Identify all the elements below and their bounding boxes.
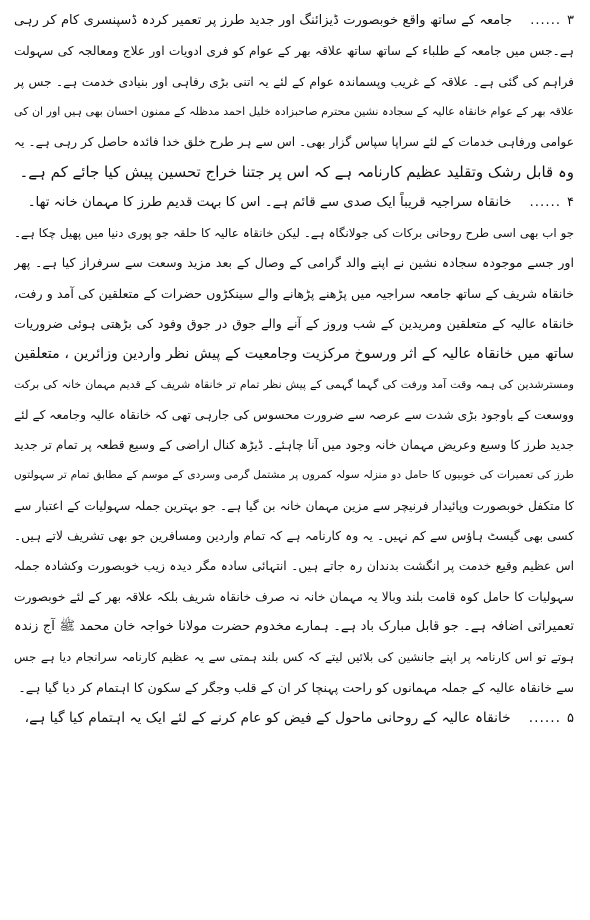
text-line-content: خانقاہ سراجیہ قریباً ایک صدی سے قائم ہے۔ اس کا بہت قدیم طرز کا مہمان خانہ تھا۔ bbox=[27, 194, 512, 210]
text-line: وہ قابل رشک وتقلید عظیم کارنامہ ہے کہ اس پر جتنا خراج تحسین پیش کیا جائے کم ہے۔ bbox=[19, 163, 574, 182]
paragraph-number: ۳ bbox=[567, 13, 574, 28]
text-line: اور جسے موجودہ سجادہ نشین نے اپنے والد گرامی کے وصال کے بعد مزید وسعت سے سرفراز کیا ہے۔ پھر bbox=[14, 255, 574, 271]
paragraph-number: ۵ bbox=[567, 710, 574, 726]
text-line: خانقاہ شریف کے ساتھ جامعہ سراجیہ میں پڑھنے پڑھانے والے سینکڑوں حضرات کے متعلقین کی آمد و رفت، bbox=[14, 285, 574, 301]
text-line: جو اب بھی اسی طرح روحانی برکات کی جولانگاہ ہے۔ لیکن خانقاہ عالیہ کا حلقہ جو پوری دنیا میں پھیل چکا ہے۔ bbox=[14, 226, 574, 241]
paragraph-dots: ...... bbox=[528, 709, 562, 726]
text-line: عوامی ورفاہی خدمات کے لئے سراپا سپاس گزار بھی۔ اس سے ہر طرح خلق خدا فائدہ حاصل کر رہی ہے۔ یہ bbox=[14, 135, 574, 150]
text-line: طرز کی تعمیرات کی خوبیوں کا حامل دو منزلہ سولہ کمروں پر مشتمل گرمی وسردی کے موسم کے مطابق تمام تر سہولتوں bbox=[14, 469, 574, 482]
text-line: ومسترشدین کی ہمہ وقت آمد ورفت کی گہما گہمی کے پیش نظر تمام تر خانقاہ شریف کے قدیم مہمان خانہ کی برکت bbox=[14, 377, 574, 391]
paragraph-dots: ...... bbox=[529, 194, 562, 210]
paragraph-number: ۴ bbox=[567, 194, 574, 210]
text-line bbox=[14, 703, 574, 733]
paragraph-dots: ...... bbox=[530, 13, 562, 28]
text-line bbox=[14, 6, 574, 36]
text-line: کا متکفل خوبصورت وپائیدار فرنیچر سے مزین مہمان خانہ بن گیا ہے۔ جو بہترین جملہ سہولیات کے اعتبار سے bbox=[14, 498, 574, 513]
text-line: ہے۔جس میں جامعہ کے طلباء کے ساتھ ساتھ علاقہ بھر کے عوام کو فری ادویات اور علاج ومعالجہ کی سہولت bbox=[14, 44, 574, 59]
text-line: اس عظیم وقیع خدمت پر انگشت بدندان رہ جاتے ہیں۔ انتہائی سادہ مگر دیدہ زیب خوبصورت وکشادہ جملہ bbox=[14, 559, 574, 574]
text-line: ہوتے تو اس کارنامہ پر اپنے جانشین کی بلائیں لیتے کہ کس بلند ہمتی سے یہ عظیم کارنامہ سرانجام دیا ہے جس bbox=[14, 650, 574, 665]
text-line: فراہم کی گئی ہے۔ علاقہ کے غریب وپسماندہ عوام کے لئے یہ اتنی بڑی رفاہی اور بنیادی خدمت ہے۔ جس پر bbox=[14, 74, 574, 89]
text-line: تعمیراتی اضافہ ہے۔ جو قابل مبارک باد ہے۔ ہمارے مخدوم حضرت مولانا خواجہ خان محمد ﷺ آج زندہ bbox=[14, 618, 574, 634]
text-line-content: خانقاہ عالیہ کے روحانی ماحول کے فیض کو عام کرنے کے لئے ایک یہ اہتمام کیا گیا ہے، bbox=[24, 709, 511, 726]
text-line: ووسعت کے باوجود بڑی شدت سے عرصہ سے ضرورت محسوس کی جارہی تھی کہ خانقاہ عالیہ وجامعہ کے لئے bbox=[14, 407, 574, 422]
text-line: سے خانقاہ عالیہ کے جملہ مہمانوں کو راحت پہنچا کر ان کے قلب وجگر کے سکون کا اہتمام کر دیا گیا ہے۔ bbox=[18, 679, 574, 695]
text-line-content: جامعہ کے ساتھ واقع خوبصورت ڈیزائنگ اور جدید طرز پر تعمیر کردہ ڈسپنسری کام کر رہی bbox=[14, 13, 513, 28]
text-line: سہولیات کا حامل کوہ قامت بلند وبالا یہ مہمان خانہ نہ صرف خانقاہ شریف بلکہ علاقہ بھر کے لئے خوبصورت bbox=[14, 589, 574, 604]
text-line: خانقاہ عالیہ کے متعلقین ومریدین کے شب وروز کے آنے والے جوق در جوق وفود کی بڑھتی ہوئی ضروریات bbox=[14, 315, 574, 331]
text-line: کسی بھی گیسٹ ہاؤس سے کم نہیں۔ یہ وہ کارنامہ ہے کہ تمام واردین ومسافرین جو بھی تشریف لاتے ہیں۔ bbox=[14, 529, 574, 544]
text-line bbox=[14, 188, 574, 218]
text-line: ساتھ میں خانقاہ عالیہ کے اثر ورسوخ مرکزیت وجامعیت کے پیش نظر واردین وزائرین ، متعلقین bbox=[14, 346, 574, 363]
text-line: جدید طرز کا وسیع وعریض مہمان خانہ وجود میں آنا چاہئے۔ ڈیڑھ کنال اراضی کے وسیع قطعہ پر تمام تر جدید bbox=[14, 438, 574, 453]
text-line: علاقہ بھر کے عوام خانقاہ عالیہ کے سجادہ نشین محترم صاحبزادہ خلیل احمد مدظلہ کے ممنون احسان بھی ہیں اور ان کی bbox=[14, 104, 574, 118]
